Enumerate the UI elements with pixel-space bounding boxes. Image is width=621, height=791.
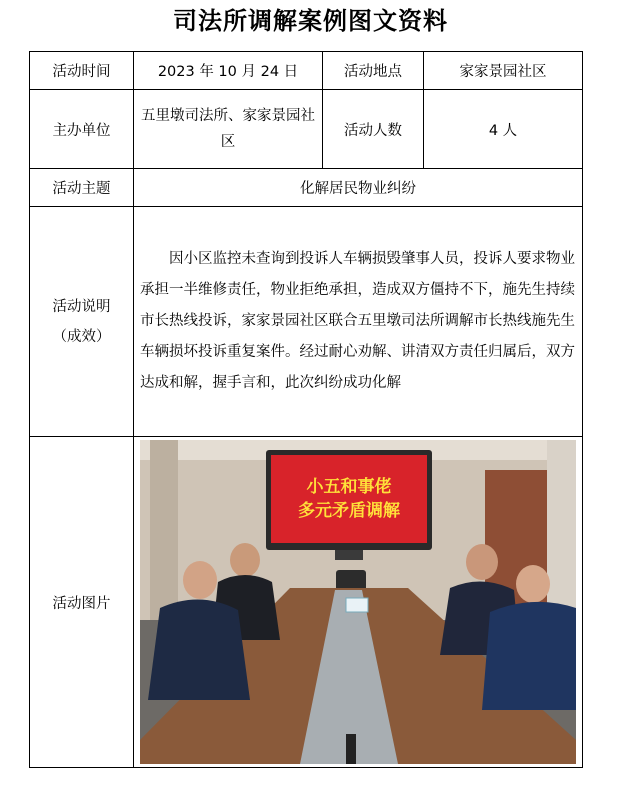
photo-person-right-front-head xyxy=(516,565,550,603)
place-value: 家家景园社区 xyxy=(424,52,583,90)
theme-label: 活动主题 xyxy=(30,169,134,207)
photo-bottle xyxy=(346,734,356,764)
photo-person-right-front-body xyxy=(482,602,576,710)
photo-illustration xyxy=(140,440,576,764)
info-table xyxy=(29,51,583,768)
photo-screen-stand xyxy=(335,550,363,560)
photo-label: 活动图片 xyxy=(30,437,134,768)
place-label: 活动地点 xyxy=(323,52,424,90)
photo-person-right-back-head xyxy=(466,544,498,580)
organizer-value: 五里墩司法所、家家景园社区 xyxy=(134,90,323,169)
desc-label xyxy=(30,207,134,437)
photo-person-left-front-body xyxy=(148,599,250,700)
time-label: 活动时间 xyxy=(30,52,134,90)
people-label: 活动人数 xyxy=(323,90,424,169)
table-row xyxy=(30,169,583,207)
photo-person-left-front-head xyxy=(183,561,217,599)
photo-screen xyxy=(271,455,427,543)
table-row xyxy=(30,52,583,90)
organizer-label: 主办单位 xyxy=(30,90,134,169)
desc-label-line1: 活动说明 xyxy=(52,298,111,315)
page-title: 司法所调解案例图文资料 xyxy=(173,6,448,35)
people-value: 4 人 xyxy=(424,90,583,169)
photo-nameplate xyxy=(346,598,368,612)
theme-value: 化解居民物业纠纷 xyxy=(134,169,583,207)
desc-value: 因小区监控未查询到投诉人车辆损毁肇事人员，投诉人要求物业承担一半维修责任，物业拒绝承担，造成双方僵持不下，施先生持续市长热线投诉，家家景园社区联合五里墩司法所调解市长热线施先生车辆损坏投诉重复案件。经过耐心劝解、讲清双方责任归属后，双方达成和解，握手言和，此次纠纷成功化解 xyxy=(134,207,583,437)
photo-person-left-back-head xyxy=(230,543,260,577)
table-row xyxy=(30,437,583,768)
photo-cell xyxy=(134,437,583,768)
table-row xyxy=(30,90,583,169)
table-row xyxy=(30,207,583,437)
time-value: 2023 年 10 月 24 日 xyxy=(134,52,323,90)
photo-screen-line2: 多元矛盾调解 xyxy=(298,501,400,521)
photo-screen-line1: 小五和事佬 xyxy=(306,477,392,497)
desc-label-line2: （成效） xyxy=(52,328,111,345)
activity-photo xyxy=(140,440,576,764)
